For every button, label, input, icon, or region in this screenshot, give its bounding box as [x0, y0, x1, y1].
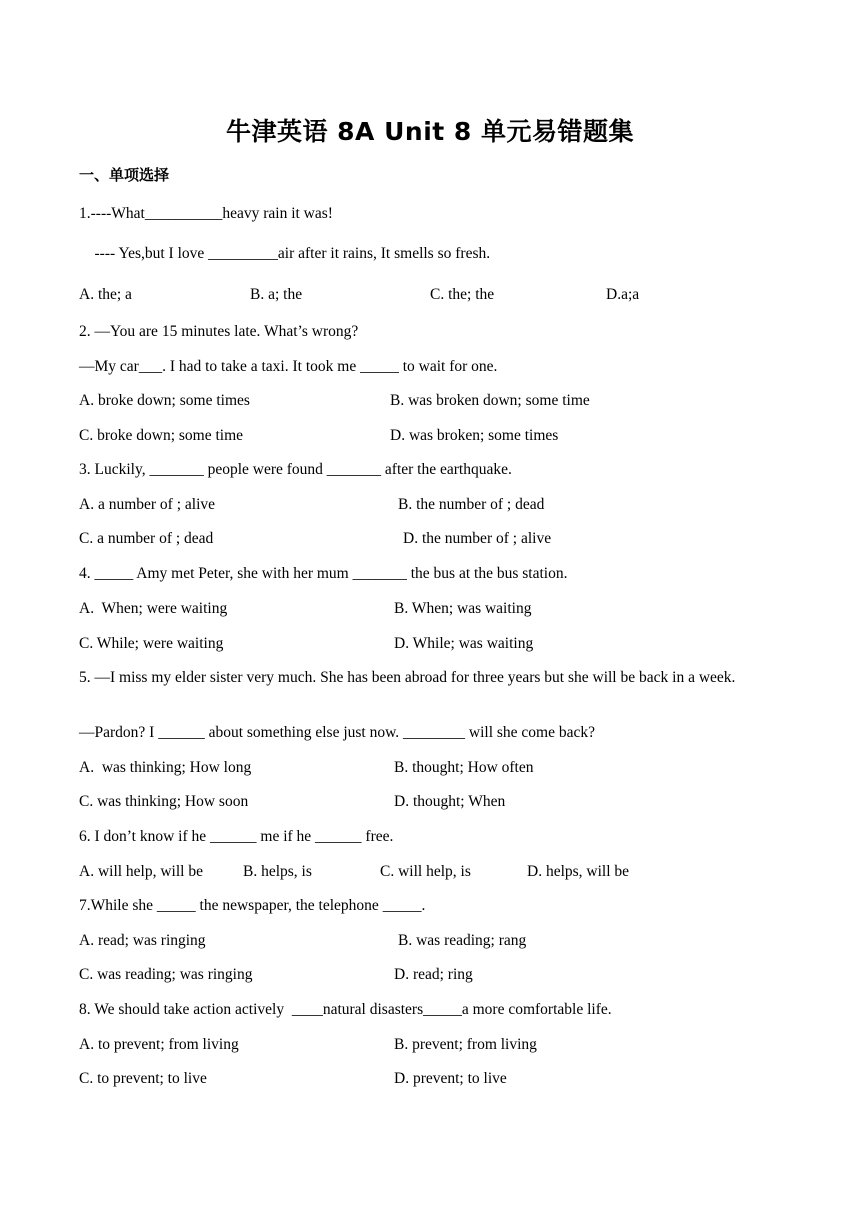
- question-8-option-c: C. to prevent; to live: [79, 1070, 207, 1087]
- question-1-option-c: C. the; the: [430, 286, 495, 303]
- question-8-option-d: D. prevent; to live: [394, 1070, 507, 1087]
- question-1-reply: ---- Yes,but I love _________air after it rains, It smells so fresh.: [79, 245, 491, 262]
- document-title: 牛津英语 8A Unit 8 单元易错题集: [225, 117, 635, 146]
- question-3-option-b: B. the number of ; dead: [398, 496, 545, 513]
- question-2-option-a: A. broke down; some times: [79, 392, 250, 409]
- question-1-stem: 1.----What__________heavy rain it was!: [79, 205, 333, 222]
- question-3-option-c: C. a number of ; dead: [79, 530, 214, 547]
- question-2-reply: —My car___. I had to take a taxi. It took me _____ to wait for one.: [79, 358, 498, 375]
- question-4-option-a: A. When; were waiting: [79, 600, 228, 617]
- question-5-reply: —Pardon? I ______ about something else just now. ________ will she come back?: [79, 724, 596, 741]
- question-3-option-a: A. a number of ; alive: [79, 496, 216, 513]
- question-6-option-b: B. helps, is: [243, 863, 312, 880]
- question-8-stem: 8. We should take action actively ____natural disasters_____a more comfortable life.: [79, 1001, 612, 1018]
- question-4-stem: 4. _____ Amy met Peter, she with her mum _______ the bus at the bus station.: [79, 565, 568, 582]
- section-heading: 一、单项选择: [79, 166, 170, 184]
- question-8-option-a: A. to prevent; from living: [79, 1036, 239, 1053]
- question-1-option-a: A. the; a: [79, 286, 132, 303]
- question-5-option-c: C. was thinking; How soon: [79, 793, 249, 810]
- question-7-option-a: A. read; was ringing: [79, 932, 206, 949]
- question-5-option-d: D. thought; When: [394, 793, 506, 810]
- question-1-option-b: B. a; the: [250, 286, 303, 303]
- question-2-option-c: C. broke down; some time: [79, 427, 244, 444]
- question-2-stem: 2. —You are 15 minutes late. What’s wrong?: [79, 323, 359, 340]
- question-5-option-a: A. was thinking; How long: [79, 759, 252, 776]
- question-4-option-d: D. While; was waiting: [394, 635, 534, 652]
- question-6-option-d: D. helps, will be: [527, 863, 630, 880]
- question-6-option-a: A. will help, will be: [79, 863, 203, 880]
- question-7-option-d: D. read; ring: [394, 966, 473, 983]
- question-5-stem: 5. —I miss my elder sister very much. She has been abroad for three years but she will be back in a week.: [79, 669, 736, 686]
- question-2-option-b: B. was broken down; some time: [390, 392, 590, 409]
- question-5-option-b: B. thought; How often: [394, 759, 534, 776]
- question-7-option-b: B. was reading; rang: [398, 932, 527, 949]
- question-3-option-d: D. the number of ; alive: [403, 530, 552, 547]
- question-2-option-d: D. was broken; some times: [390, 427, 559, 444]
- question-4-option-b: B. When; was waiting: [394, 600, 532, 617]
- question-8-option-b: B. prevent; from living: [394, 1036, 537, 1053]
- question-6-stem: 6. I don’t know if he ______ me if he ______ free.: [79, 828, 394, 845]
- question-7-stem: 7.While she _____ the newspaper, the telephone _____.: [79, 897, 426, 914]
- question-4-option-c: C. While; were waiting: [79, 635, 224, 652]
- question-1-option-d: D.a;a: [606, 286, 640, 303]
- question-7-option-c: C. was reading; was ringing: [79, 966, 253, 983]
- question-3-stem: 3. Luckily, _______ people were found _______ after the earthquake.: [79, 461, 512, 478]
- question-6-option-c: C. will help, is: [380, 863, 471, 880]
